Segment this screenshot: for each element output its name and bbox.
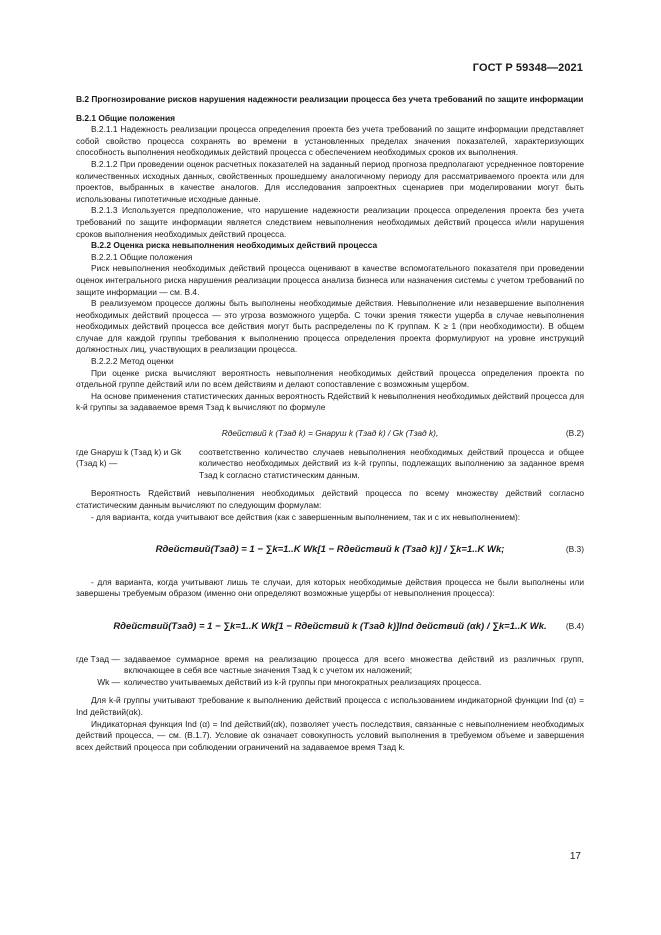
paragraph-b212: В.2.1.2 При проведении оценок расчетных показателей на заданный период прогноза предполагают усредненное повторение количественных исходных данных, свойственных прошедшему аналогичному периоду для рассматриваемого проекта или для проектов, выбранных в качестве аналогов. Для исследования запроектных сценариев при моделировании могут быть использованы гипотетичные исходные данные.	[76, 158, 584, 204]
equation-b3-number: (В.3)	[565, 544, 584, 555]
heading-b22: В.2.2 Оценка риска невыполнения необходимых действий процесса	[91, 240, 378, 251]
equation-b4	[76, 621, 584, 633]
equation-b2-formula: Rдействий k (Tзад k) = Gнаруш k (Tзад k) / Gk (Tзад k),	[221, 428, 439, 439]
paragraph-probability: Вероятность Rдействий невыполнения необходимых действий процесса по всему множеству действий согласно статистическим данным вычисляют по следующим формулам:	[76, 488, 584, 510]
heading-b221: В.2.2.1 Общие положения	[91, 251, 193, 262]
document-header: ГОСТ Р 59348—2021	[472, 62, 583, 74]
equation-b3-formula: Rдействий(Tзад) = 1 − ∑k=1..K Wk[1 − Rдействий k (Tзад k)] / ∑k=1..K Wk;	[155, 544, 505, 556]
paragraph-variant-2: - для варианта, когда учитывают лишь те случаи, для которых необходимые действия процесса не были выполнены или завершены требуемым образом (именно они определяют возможные ущербы от невыполнения процесса):	[76, 576, 584, 599]
paragraph-risk-2: В реализуемом процессе должны быть выполнены необходимые действия. Невыполнение или незавершение выполнения необходимых действий процесса — это угроза возможного ущерба. С точки зрения тяжести ущерба в случае невыполнения необходимых действий процесса все действия могут быть распределены по K группам. K ≥ 1 (при необходимости). В общем случае для каждой группы требования к выполнению процесса определения проекта формулируют на уровне инструкций должностных лиц, участвующих в реализации процесса.	[76, 298, 584, 355]
paragraph-k-group-2: Индикаторная функция Ind (α) = Ind действий(αk), позволяет учесть последствия, связанные с невыполнением необходимых действий процесса, — см. (В.1.7). Условие αk означает совокупность условий выполнения в требуемом объеме и завершения всех действий процесса при соблюдении ограничений на задаваемое время Tзад k.	[76, 718, 584, 752]
where-clause-2-label: где Tзад —	[76, 653, 120, 664]
page-number: 17	[569, 851, 581, 862]
where-clause-3-label: Wk —	[97, 676, 120, 687]
paragraph-method-1: При оценке риска вычисляют вероятность невыполнения необходимых действий процесса определения проекта по отдельной группе действий или по всем действиям и делают сопоставление с возможным ущербом.	[76, 367, 584, 390]
paragraph-b211: В.2.1.1 Надежность реализации процесса определения проекта без учета требований по защите информации представляет собой свойство процесса сохранять во времени в установленных пределах значения показателей, характеризующих способность выполнения необходимых действий процесса с обеспечением необходимых сроков их выполнения.	[76, 124, 584, 158]
equation-b2-number: (В.2)	[565, 428, 584, 439]
document-body	[76, 94, 584, 753]
paragraph-variant-1: - для варианта, когда учитывают все действия (как с завершенным выполнением, так и с их невыполнением):	[91, 511, 521, 522]
where-clause-1-text: соответственно количество случаев невыполнения необходимых действий процесса и общее количество необходимых действий из k-й группы, подлежащих выполнению за заданное время Tзад k согласно статистическим данным.	[199, 446, 584, 480]
paragraph-k-group-1: Для k-й группы учитывают требование к выполнению действий процесса с использованием индикаторной функции Ind (α) = Ind действий(αk).	[76, 695, 584, 717]
equation-b4-formula: Rдействий(Tзад) = 1 − ∑k=1..K Wk[1 − Rдействий k (Tзад k)]Ind действий (αk) / ∑k=1..K Wk.	[113, 620, 547, 632]
equation-b2	[76, 428, 584, 440]
equation-b4-number: (В.4)	[565, 620, 584, 631]
where-clause-3-text: количество учитываемых действий из k-й группы при многократных реализациях процесса.	[124, 676, 482, 687]
paragraph-method-2: На основе применения статистических данных вероятность Rдействий k невыполнения необходимых действий процесса для k-й группы за задаваемое время Tзад k вычисляют по формуле	[76, 390, 584, 413]
equation-b3	[76, 544, 584, 556]
where-clause-2-text: задаваемое суммарное время на реализацию процесса для всего множества действий из различных групп, включающее в себя все частные значения Tзад k с учетом их наложений;	[124, 653, 584, 676]
paragraph-risk-1: Риск невыполнения необходимых действий процесса оценивают в качестве вспомогательного показателя при проведении оценок интегрального риска нарушения реализации процесса анализа бизнеса или назначения системы с учетом требований по защите информации — см. В.4.	[76, 263, 584, 297]
where-clause-1	[76, 447, 584, 482]
paragraph-b213: В.2.1.3 Используется предположение, что нарушение надежности реализации процесса определения проекта без учета требований по защите информации является следствием невыполнения необходимых действий процесса и/или нарушения сроков выполнения необходимых действий процесса.	[76, 205, 584, 239]
where-clause-3	[76, 677, 584, 689]
where-clause-2	[76, 654, 584, 677]
heading-b222: В.2.2.2 Метод оценки	[91, 356, 174, 367]
heading-b21: В.2.1 Общие положения	[76, 112, 175, 123]
section-heading-b2: В.2 Прогнозирование рисков нарушения надежности реализации процесса без учета требований по защите информации	[76, 94, 584, 104]
where-clause-1-label: где Gнаруш k (Tзад k) и Gk (Tзад k) —	[76, 446, 182, 469]
